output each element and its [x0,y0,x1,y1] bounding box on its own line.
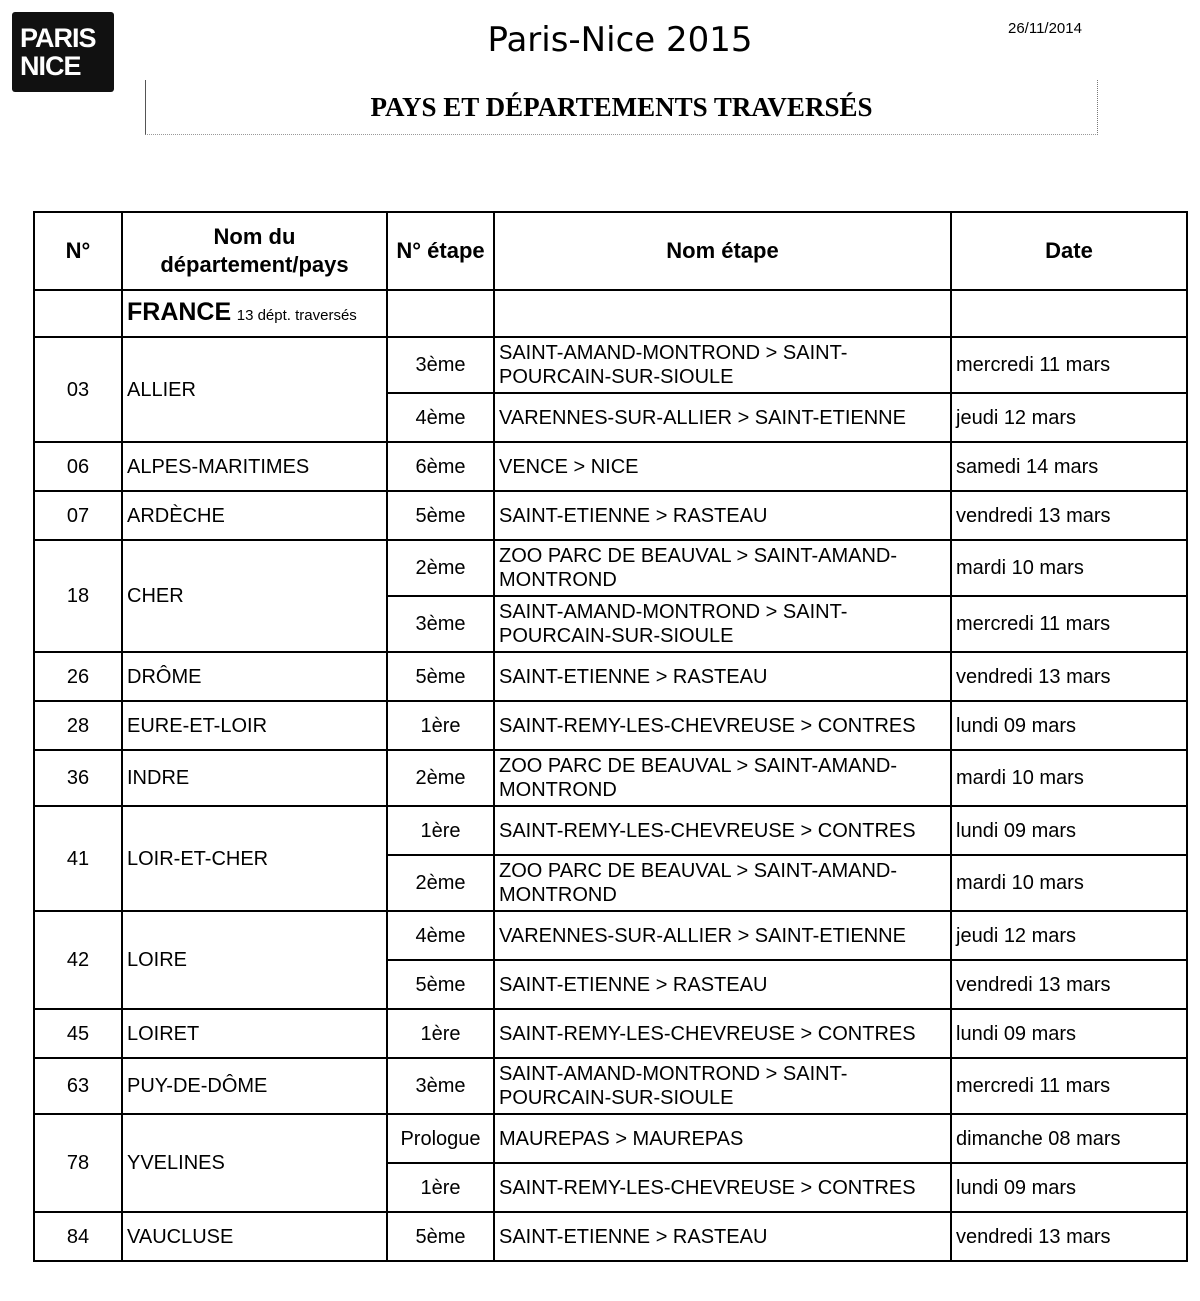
header-date: Date [951,212,1187,290]
table-body [34,290,1187,1261]
stage-number: 3ème [387,596,494,652]
header-stage-no: N° étape [387,212,494,290]
department-name: VAUCLUSE [122,1212,387,1261]
header-stage-name: Nom étape [494,212,951,290]
paris-nice-logo [12,12,114,92]
stage-number: 3ème [387,337,494,393]
stage-date: mardi 10 mars [951,540,1187,596]
department-name: LOIRET [122,1009,387,1058]
stage-name: SAINT-ETIENNE > RASTEAU [494,652,951,701]
department-name: DRÔME [122,652,387,701]
stage-date: mardi 10 mars [951,750,1187,806]
department-name: ARDÈCHE [122,491,387,540]
document-title: Paris-Nice 2015 [487,20,753,60]
stage-date: samedi 14 mars [951,442,1187,491]
stage-number: 1ère [387,701,494,750]
stage-date: jeudi 12 mars [951,911,1187,960]
stage-name: SAINT-AMAND-MONTROND > SAINT-POURCAIN-SUR-SIOULE [494,1058,951,1114]
stage-number: 4ème [387,393,494,442]
table-row [34,1212,1187,1261]
country-cell-empty [951,290,1187,337]
department-name: CHER [122,540,387,652]
logo-line-2: NICE [20,51,81,81]
stage-name: SAINT-REMY-LES-CHEVREUSE > CONTRES [494,701,951,750]
stage-name: SAINT-REMY-LES-CHEVREUSE > CONTRES [494,1009,951,1058]
stage-name: SAINT-AMAND-MONTROND > SAINT-POURCAIN-SUR-SIOULE [494,337,951,393]
table-row [34,701,1187,750]
stage-date: lundi 09 mars [951,1163,1187,1212]
stage-number: 3ème [387,1058,494,1114]
stage-name: SAINT-AMAND-MONTROND > SAINT-POURCAIN-SUR-SIOULE [494,596,951,652]
department-name: YVELINES [122,1114,387,1212]
table-row [34,1058,1187,1114]
stage-name: SAINT-REMY-LES-CHEVREUSE > CONTRES [494,1163,951,1212]
department-no: 06 [34,442,122,491]
stage-number: 6ème [387,442,494,491]
country-name: FRANCE [127,297,232,326]
document-subtitle: PAYS ET DÉPARTEMENTS TRAVERSÉS [370,92,873,122]
table-row [34,337,1187,393]
stage-number: 2ème [387,750,494,806]
department-no: 18 [34,540,122,652]
stage-number: 2ème [387,855,494,911]
stage-name: VENCE > NICE [494,442,951,491]
country-row [34,290,1187,337]
stage-number: 1ère [387,1163,494,1212]
department-no: 42 [34,911,122,1009]
stage-date: dimanche 08 mars [951,1114,1187,1163]
table-row [34,491,1187,540]
stage-name: ZOO PARC DE BEAUVAL > SAINT-AMAND-MONTROND [494,540,951,596]
stage-date: lundi 09 mars [951,806,1187,855]
department-name: ALPES-MARITIMES [122,442,387,491]
country-count: 13 dépt. traversés [236,306,357,324]
department-no: 36 [34,750,122,806]
stage-name: SAINT-ETIENNE > RASTEAU [494,1212,951,1261]
country-cell-empty [494,290,951,337]
country-cell-empty [34,290,122,337]
stage-number: 5ème [387,652,494,701]
document-date: 26/11/2014 [1008,20,1082,37]
stage-name: VARENNES-SUR-ALLIER > SAINT-ETIENNE [494,911,951,960]
stage-date: vendredi 13 mars [951,1212,1187,1261]
stage-number: Prologue [387,1114,494,1163]
stage-date: lundi 09 mars [951,1009,1187,1058]
stage-date: vendredi 13 mars [951,960,1187,1009]
department-no: 41 [34,806,122,911]
department-name: LOIRE [122,911,387,1009]
stage-name: SAINT-REMY-LES-CHEVREUSE > CONTRES [494,806,951,855]
department-no: 26 [34,652,122,701]
stage-date: vendredi 13 mars [951,652,1187,701]
department-name: PUY-DE-DÔME [122,1058,387,1114]
table-row [34,652,1187,701]
departments-table [33,211,1188,1262]
table-header-row [34,212,1187,290]
department-name: EURE-ET-LOIR [122,701,387,750]
table-row [34,750,1187,806]
stage-date: mercredi 11 mars [951,1058,1187,1114]
table-row [34,806,1187,855]
stage-number: 1ère [387,806,494,855]
stage-name: VARENNES-SUR-ALLIER > SAINT-ETIENNE [494,393,951,442]
stage-date: vendredi 13 mars [951,491,1187,540]
department-name: LOIR-ET-CHER [122,806,387,911]
stage-number: 5ème [387,1212,494,1261]
stage-number: 5ème [387,491,494,540]
stage-date: mardi 10 mars [951,855,1187,911]
department-no: 45 [34,1009,122,1058]
department-no: 03 [34,337,122,442]
stage-date: mercredi 11 mars [951,337,1187,393]
country-cell [122,290,387,337]
stage-date: lundi 09 mars [951,701,1187,750]
stage-name: ZOO PARC DE BEAUVAL > SAINT-AMAND-MONTROND [494,750,951,806]
stage-number: 2ème [387,540,494,596]
header-department: Nom du département/pays [122,212,387,290]
stage-number: 1ère [387,1009,494,1058]
department-name: INDRE [122,750,387,806]
stage-number: 4ème [387,911,494,960]
stage-name: SAINT-ETIENNE > RASTEAU [494,491,951,540]
stage-date: jeudi 12 mars [951,393,1187,442]
table-row [34,540,1187,596]
department-no: 07 [34,491,122,540]
department-no: 63 [34,1058,122,1114]
table-row [34,442,1187,491]
stage-name: SAINT-ETIENNE > RASTEAU [494,960,951,1009]
stage-name: MAUREPAS > MAUREPAS [494,1114,951,1163]
stage-date: mercredi 11 mars [951,596,1187,652]
stage-name: ZOO PARC DE BEAUVAL > SAINT-AMAND-MONTROND [494,855,951,911]
department-no: 28 [34,701,122,750]
table-row [34,1114,1187,1163]
header-no: N° [34,212,122,290]
logo-line-1: PARIS [20,23,96,53]
stage-number: 5ème [387,960,494,1009]
department-name: ALLIER [122,337,387,442]
table-row [34,911,1187,960]
table-row [34,1009,1187,1058]
country-cell-empty [387,290,494,337]
department-no: 78 [34,1114,122,1212]
department-no: 84 [34,1212,122,1261]
